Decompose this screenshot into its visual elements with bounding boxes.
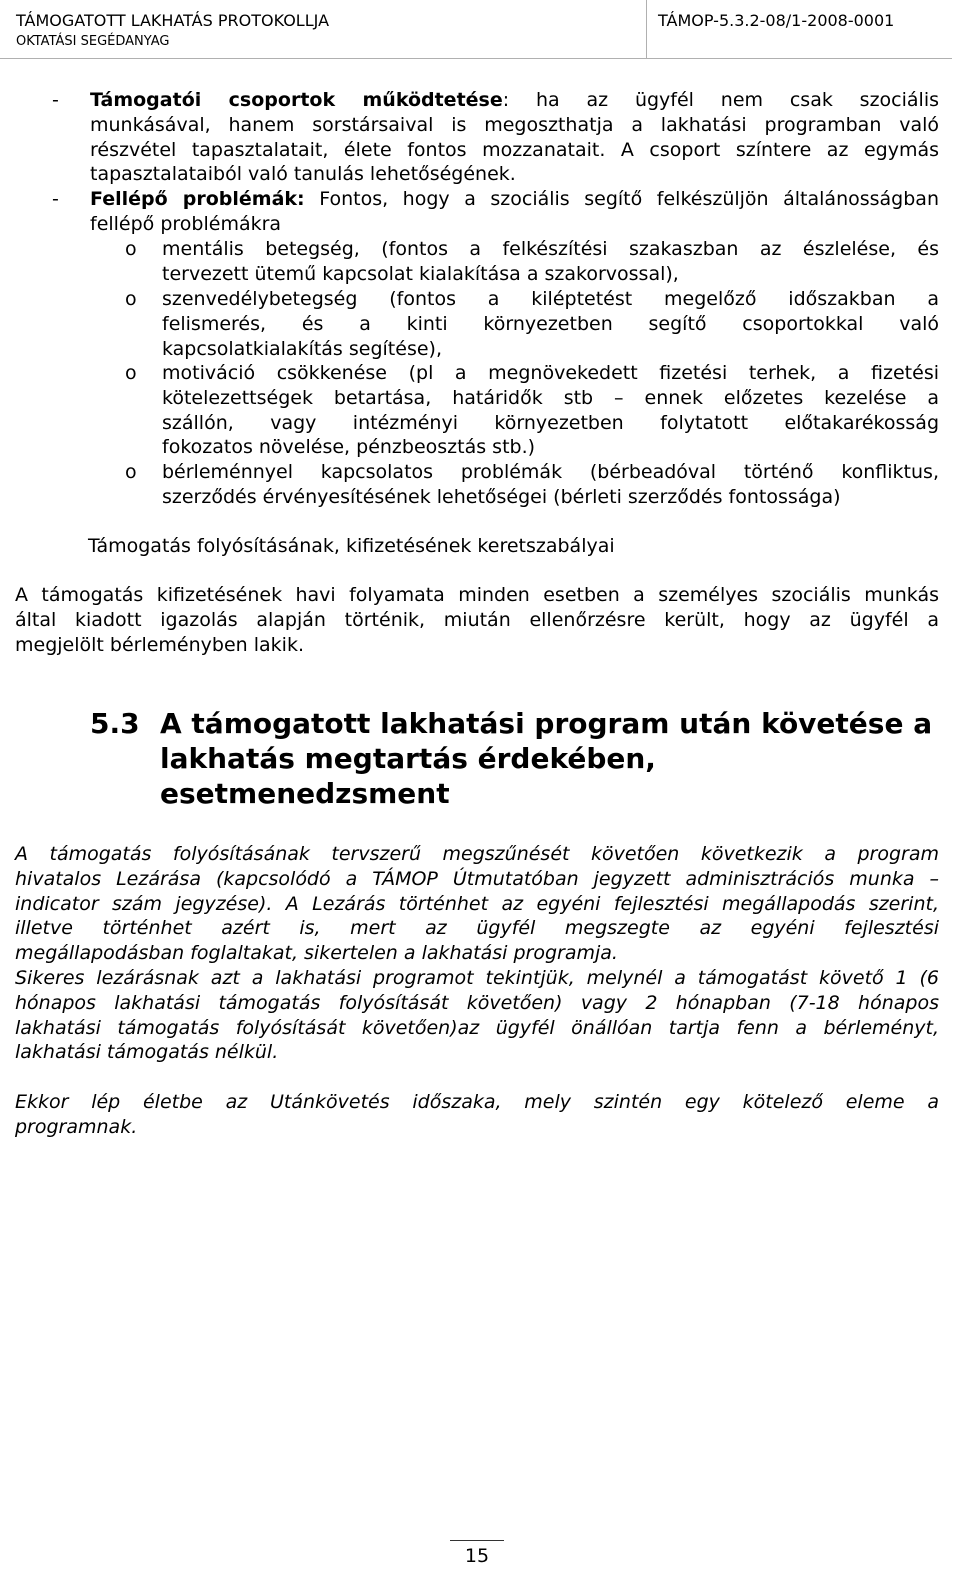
term-problems: Fellépő problémák: bbox=[90, 188, 305, 210]
term-support-groups: Támogatói csoportok működtetése bbox=[90, 89, 503, 111]
bullet-marker: o bbox=[125, 362, 137, 384]
bullet-motivation: motiváció csökkenése (pl a megnövekedett fizetési terhek, a fizetési kötelezettségek betartása, határidők stb – ennek előzetes kezelése a szállón, vagy intézményi környezetben folytatott előtakarékosság fokozatos növelése, pénzbeosztás stb.) bbox=[162, 362, 939, 459]
list-dash: - bbox=[52, 188, 59, 210]
paragraph-follow-up: Ekkor lép életbe az Utánkövetés időszaka, mely szintén egy kötelező eleme a programnak. bbox=[15, 1091, 939, 1138]
bullet-marker: o bbox=[125, 461, 137, 483]
header-subtitle: OKTATÁSI SEGÉDANYAG bbox=[16, 34, 170, 49]
header-title: TÁMOGATOTT LAKHATÁS PROTOKOLLJA bbox=[16, 11, 330, 30]
paragraph-closure: A támogatás folyósításának tervszerű megszűnését követően következik a program hivatalos Lezárása (kapcsolódó a TÁMOP Útmutatóban jegyzett adminisztrációs munka – indicator szám jegyzése). A Lezárás történhet az egyéni fejlesztési megállapodás szerint, illetve történhet azért is, mert az ügyfél megszegte az egyéni fejlesztési megállapodásban foglaltakat, sikertelen a lakhatási programja. Sikeres lezárásnak azt a lakhatási programot tekintjük, melynél a támogatást követő 1 (6 hónapos lakhatási támogatás folyósítását követően) vagy 2 hónapban (7-18 hónapos lakhatási támogatás folyósítását követően)az ügyfél önállóan tartja fenn a bérleményt, lakhatási támogatás nélkül. bbox=[15, 843, 939, 1064]
paragraph-payment-process: A támogatás kifizetésének havi folyamata minden esetben a személyes szociális munkás által kiadott igazolás alapján történik, miután ellenőrzésre került, hogy az ügyfél a megjelölt bérleményben lakik. bbox=[15, 584, 939, 656]
bullet-addiction: szenvedélybetegség (fontos a kiléptetést megelőző időszakban a felismerés, és a kinti környezetben segítő csoportokkal való kapcsolatkialakítás segítése), bbox=[162, 288, 939, 360]
page-header bbox=[0, 0, 952, 59]
section-title: A támogatott lakhatási program után követése a lakhatás megtartás érdekében, esetmenedzsment bbox=[160, 707, 933, 810]
header-project-code: TÁMOP-5.3.2-08/1-2008-0001 bbox=[658, 11, 895, 30]
bullet-mental-illness: mentális betegség, (fontos a felkészítési szakaszban az észlelése, és tervezett ütemű kapcsolat kialakítása a szakorvossal), bbox=[162, 238, 939, 285]
subheading: Támogatás folyósításának, kifizetésének keretszabályai bbox=[88, 535, 615, 557]
header-left-cell bbox=[4, 0, 647, 58]
section-number: 5.3 bbox=[90, 707, 140, 740]
footer-rule bbox=[450, 1540, 504, 1541]
bullet-marker: o bbox=[125, 238, 137, 260]
list-item-support-groups: Támogatói csoportok működtetése: ha az ügyfél nem csak szociális munkásával, hanem sorstársaival is megoszthatja a lakhatási programban való részvétel tapasztalatait, élete fontos mozzanatait. A csoport színtere az egymás tapasztalataiból való tanulás lehetőségének. bbox=[90, 89, 939, 186]
bullet-marker: o bbox=[125, 288, 137, 310]
page-number: 15 bbox=[464, 1545, 490, 1567]
bullet-tenancy: bérleménnyel kapcsolatos problémák (bérbeadóval történő konfliktus, szerződés érvényesítésének lehetőségei (bérleti szerződés fontossága) bbox=[162, 461, 939, 508]
list-item-problems: Fellépő problémák: Fontos, hogy a szociális segítő felkészüljön általánosságban fellépő problémákra bbox=[90, 188, 939, 235]
list-dash: - bbox=[52, 89, 59, 111]
